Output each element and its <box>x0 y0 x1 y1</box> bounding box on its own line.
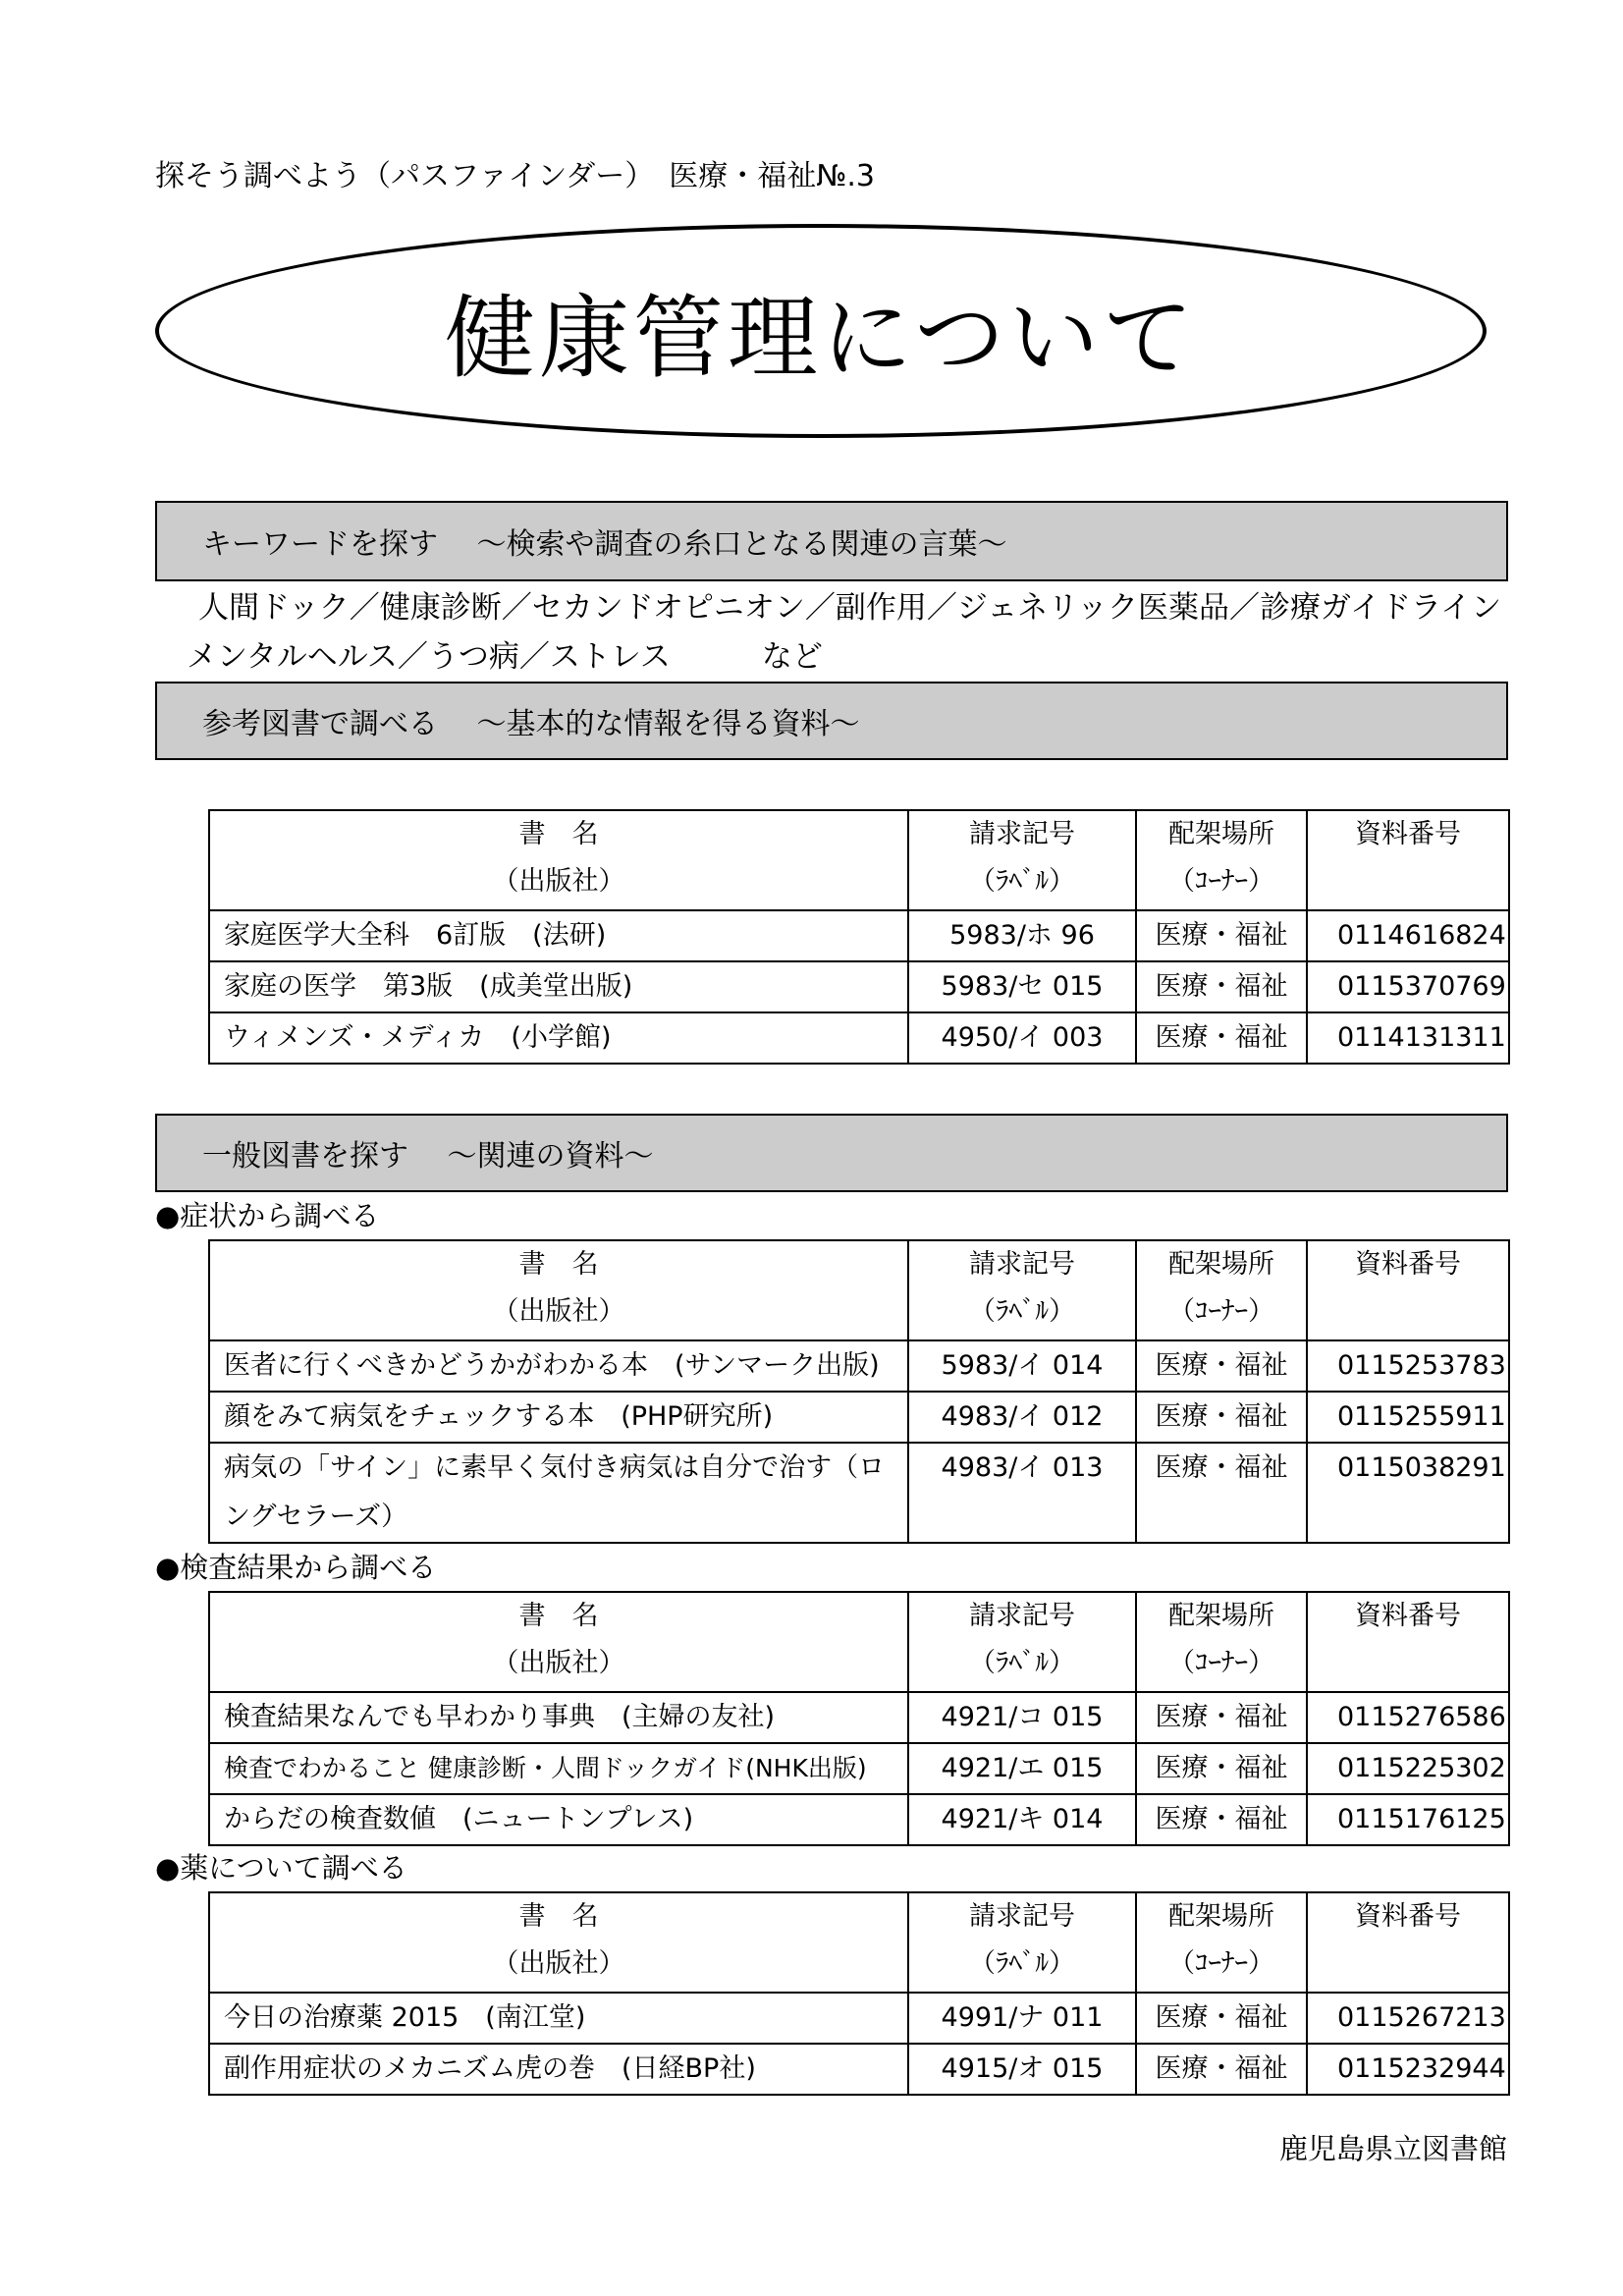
header-call-number: 請求記号 （ﾗﾍﾞﾙ） <box>908 1892 1136 1993</box>
book-title: 家庭の医学 第3版 (成美堂出版) <box>209 961 908 1012</box>
item-number: 0115370769 <box>1307 961 1509 1012</box>
table-row <box>209 1993 1509 2044</box>
table-header-row <box>209 1592 1509 1692</box>
keywords-line-1: 人間ドック／健康診断／セカンドオピニオン／副作用／ジェネリック医薬品／診療ガイドライン <box>198 590 1502 626</box>
shelf-location: 医療・福祉 <box>1136 961 1307 1012</box>
header-item-number: 資料番号 <box>1307 1240 1509 1340</box>
reference-heading: 参考図書で調べる ～基本的な情報を得る資料～ <box>202 707 860 741</box>
call-number: 5983/セ 015 <box>908 961 1136 1012</box>
book-title: ウィメンズ・メディカ (小学館) <box>209 1012 908 1064</box>
header-call-number: 請求記号 （ﾗﾍﾞﾙ） <box>908 1592 1136 1692</box>
item-number: 0115038291 <box>1307 1443 1509 1543</box>
table-header-row <box>209 1892 1509 1993</box>
book-title: 今日の治療薬 2015 (南江堂) <box>209 1993 908 2044</box>
call-number: 4921/エ 015 <box>908 1743 1136 1794</box>
page-title: 健康管理について <box>444 286 1198 391</box>
table-row <box>209 910 1509 961</box>
library-name: 鹿児島県立図書館 <box>1278 2132 1507 2165</box>
reference-table <box>208 809 1510 1065</box>
general-heading-bar <box>155 1114 1508 1192</box>
symptoms-label: ●症状から調べる <box>155 1199 380 1232</box>
header-title: 書 名 （出版社） <box>209 1240 908 1340</box>
shelf-location: 医療・福祉 <box>1136 1012 1307 1064</box>
reference-heading-bar <box>155 682 1508 760</box>
shelf-location: 医療・福祉 <box>1136 1443 1307 1543</box>
book-title: 検査結果なんでも早わかり事典 (主婦の友社) <box>209 1692 908 1743</box>
header-title: 書 名 （出版社） <box>209 1592 908 1692</box>
call-number: 4921/コ 015 <box>908 1692 1136 1743</box>
call-number: 5983/ホ 96 <box>908 910 1136 961</box>
header-title: 書 名 （出版社） <box>209 1892 908 1993</box>
item-number: 0115225302 <box>1307 1743 1509 1794</box>
table-row <box>209 1392 1509 1443</box>
keywords-line-2: メンタルヘルス／うつ病／ストレス など <box>187 639 823 675</box>
table-row <box>209 1692 1509 1743</box>
header-location: 配架場所 （ｺｰﾅｰ） <box>1136 810 1307 910</box>
item-number: 0114616824 <box>1307 910 1509 961</box>
series-subtitle: 探そう調べよう（パスファインダー） 医療・福祉№.3 <box>155 159 876 193</box>
table-row <box>209 961 1509 1012</box>
shelf-location: 医療・福祉 <box>1136 1392 1307 1443</box>
item-number: 0115232944 <box>1307 2044 1509 2095</box>
table-row <box>209 1340 1509 1392</box>
call-number: 4983/イ 012 <box>908 1392 1136 1443</box>
header-location: 配架場所 （ｺｰﾅｰ） <box>1136 1240 1307 1340</box>
table-header-row <box>209 810 1509 910</box>
book-title: 顔をみて病気をチェックする本 (PHP研究所) <box>209 1392 908 1443</box>
book-title: 検査でわかること 健康診断・人間ドックガイド(NHK出版) <box>209 1743 908 1794</box>
book-title: 家庭医学大全科 6訂版 (法研) <box>209 910 908 961</box>
call-number: 4950/イ 003 <box>908 1012 1136 1064</box>
symptoms-table <box>208 1239 1510 1544</box>
header-item-number: 資料番号 <box>1307 810 1509 910</box>
header-call-number: 請求記号 （ﾗﾍﾞﾙ） <box>908 810 1136 910</box>
table-header-row <box>209 1240 1509 1340</box>
medicine-label: ●薬について調べる <box>155 1851 407 1885</box>
item-number: 0115253783 <box>1307 1340 1509 1392</box>
call-number: 5983/イ 014 <box>908 1340 1136 1392</box>
item-number: 0115176125 <box>1307 1794 1509 1845</box>
call-number: 4915/オ 015 <box>908 2044 1136 2095</box>
table-row <box>209 2044 1509 2095</box>
shelf-location: 医療・福祉 <box>1136 1794 1307 1845</box>
call-number: 4921/キ 014 <box>908 1794 1136 1845</box>
header-title: 書 名 （出版社） <box>209 810 908 910</box>
header-location: 配架場所 （ｺｰﾅｰ） <box>1136 1592 1307 1692</box>
general-heading: 一般図書を探す ～関連の資料～ <box>202 1139 654 1174</box>
keywords-heading: キーワードを探す ～検索や調査の糸口となる関連の言葉～ <box>202 527 1007 562</box>
book-title: 副作用症状のメカニズム虎の巻 (日経BP社) <box>209 2044 908 2095</box>
call-number: 4983/イ 013 <box>908 1443 1136 1543</box>
call-number: 4991/ナ 011 <box>908 1993 1136 2044</box>
header-location: 配架場所 （ｺｰﾅｰ） <box>1136 1892 1307 1993</box>
shelf-location: 医療・福祉 <box>1136 1692 1307 1743</box>
book-title: 病気の「サイン」に素早く気付き病気は自分で治す（ロングセラーズ） <box>209 1443 908 1543</box>
item-number: 0115267213 <box>1307 1993 1509 2044</box>
table-row <box>209 1012 1509 1064</box>
table-row <box>209 1743 1509 1794</box>
test-results-table <box>208 1591 1510 1846</box>
keywords-heading-bar <box>155 501 1508 581</box>
table-row <box>209 1443 1509 1543</box>
item-number: 0114131311 <box>1307 1012 1509 1064</box>
shelf-location: 医療・福祉 <box>1136 910 1307 961</box>
shelf-location: 医療・福祉 <box>1136 1340 1307 1392</box>
medicine-table <box>208 1891 1510 2096</box>
header-item-number: 資料番号 <box>1307 1592 1509 1692</box>
shelf-location: 医療・福祉 <box>1136 2044 1307 2095</box>
book-title: 医者に行くべきかどうかがわかる本 (サンマーク出版) <box>209 1340 908 1392</box>
book-title: からだの検査数値 (ニュートンプレス) <box>209 1794 908 1845</box>
header-call-number: 請求記号 （ﾗﾍﾞﾙ） <box>908 1240 1136 1340</box>
item-number: 0115255911 <box>1307 1392 1509 1443</box>
shelf-location: 医療・福祉 <box>1136 1743 1307 1794</box>
table-row <box>209 1794 1509 1845</box>
header-item-number: 資料番号 <box>1307 1892 1509 1993</box>
title-ellipse <box>155 224 1487 438</box>
shelf-location: 医療・福祉 <box>1136 1993 1307 2044</box>
item-number: 0115276586 <box>1307 1692 1509 1743</box>
test-results-label: ●検査結果から調べる <box>155 1551 437 1584</box>
